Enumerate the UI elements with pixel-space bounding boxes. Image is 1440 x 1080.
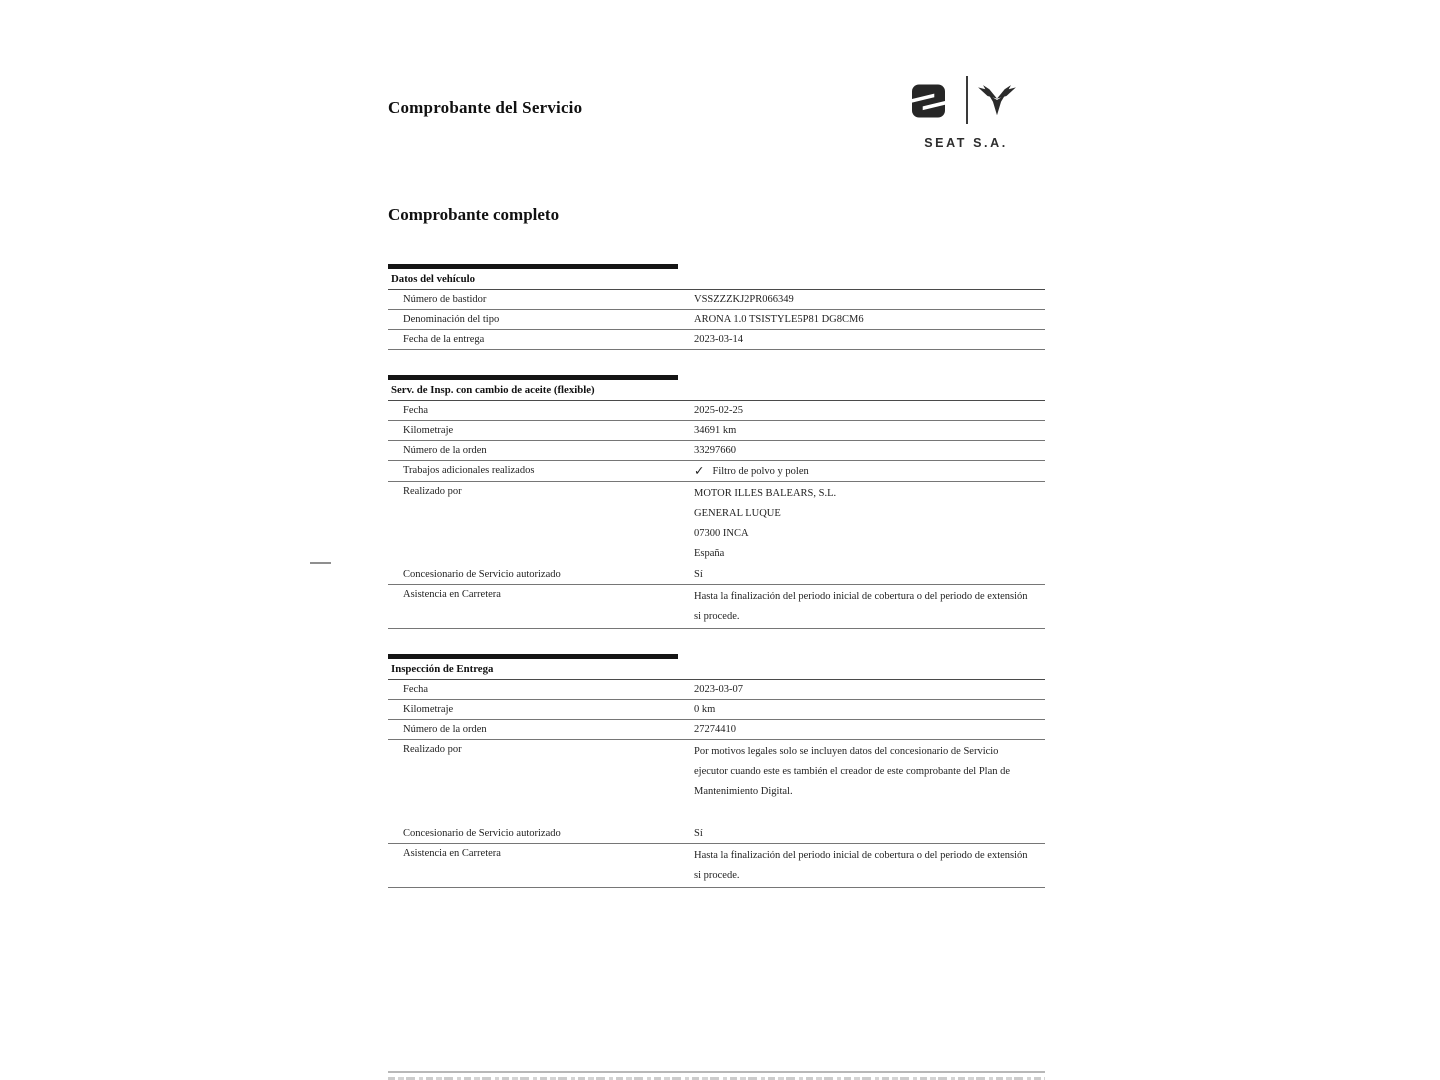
checkmark-icon: ✓ — [694, 462, 705, 478]
row-value: 27274410 — [694, 723, 736, 735]
row-label: Número de bastidor — [403, 293, 487, 305]
section-delivery-inspection — [388, 654, 1045, 888]
value-line: Mantenimiento Digital. — [694, 785, 793, 797]
table-row — [388, 680, 1045, 700]
value-line: si procede. — [694, 610, 740, 622]
row-label: Concesionario de Servicio autorizado — [403, 568, 561, 580]
row-label: Fecha de la entrega — [403, 333, 485, 345]
value-line: 07300 INCA — [694, 527, 749, 539]
row-label: Asistencia en Carretera — [403, 588, 501, 600]
page-title: Comprobante del Servicio — [388, 98, 583, 117]
section-title: Datos del vehículo — [388, 269, 1045, 291]
row-value — [694, 844, 1045, 887]
footer-text-cutoff — [388, 1077, 1045, 1080]
row-value: 0 km — [694, 703, 716, 715]
row-label: Realizado por — [403, 743, 462, 755]
value-line: GENERAL LUQUE — [694, 507, 781, 519]
row-value: Sí — [694, 568, 703, 580]
row-value — [694, 585, 1045, 628]
row-value: 34691 km — [694, 424, 737, 436]
table-row — [388, 844, 1045, 888]
table-row — [388, 330, 1045, 350]
table-row — [388, 585, 1045, 629]
document-subtitle: Comprobante completo — [388, 205, 560, 224]
section-title: Inspección de Entrega — [388, 659, 1045, 681]
table-row — [388, 565, 1045, 585]
table-row — [388, 482, 1045, 565]
row-value: Sí — [694, 827, 703, 839]
footer-divider — [388, 1071, 1045, 1073]
row-label: Asistencia en Carretera — [403, 847, 501, 859]
table-row — [388, 740, 1045, 824]
row-label: Kilometraje — [403, 424, 454, 436]
row-value: ARONA 1.0 TSISTYLE5P81 DG8CM6 — [694, 313, 864, 325]
table-row — [388, 401, 1045, 421]
value-line: si procede. — [694, 869, 740, 881]
brand-logo-block — [911, 76, 1021, 156]
row-label: Fecha — [403, 683, 429, 695]
cupra-logo-icon — [977, 82, 1017, 118]
table-row — [388, 310, 1045, 330]
seat-logo-icon — [912, 84, 945, 118]
checked-work-item: Filtro de polvo y polen — [712, 465, 809, 477]
row-label: Kilometraje — [403, 703, 454, 715]
row-value: 33297660 — [694, 444, 736, 456]
value-line: MOTOR ILLES BALEARS, S.L. — [694, 487, 837, 499]
value-line: ejecutor cuando este es también el creador de este comprobante del Plan de — [694, 765, 1011, 777]
section-inspection-service — [388, 375, 1045, 629]
row-value — [694, 740, 1045, 803]
table-row — [388, 441, 1045, 461]
table-row — [388, 700, 1045, 720]
section-title: Serv. de Insp. con cambio de aceite (flexible) — [388, 380, 1045, 402]
row-label: Trabajos adicionales realizados — [403, 464, 535, 476]
row-value: 2025-02-25 — [694, 404, 743, 416]
row-value — [694, 482, 1045, 565]
value-line: Hasta la finalización del periodo inicial de cobertura o del periodo de extensión — [694, 849, 1028, 861]
table-row — [388, 290, 1045, 310]
company-name: SEAT S.A. — [924, 136, 1008, 150]
row-value: 2023-03-07 — [694, 683, 743, 695]
value-line: España — [694, 547, 725, 559]
section-vehicle-data — [388, 264, 1045, 350]
logo-divider — [966, 76, 968, 124]
table-row — [388, 421, 1045, 441]
row-label: Denominación del tipo — [403, 313, 500, 325]
row-value: VSSZZZKJ2PR066349 — [694, 293, 794, 305]
row-value: 2023-03-14 — [694, 333, 743, 345]
table-row — [388, 461, 1045, 482]
table-row — [388, 720, 1045, 740]
row-label: Fecha — [403, 404, 429, 416]
row-label: Número de la orden — [403, 444, 487, 456]
page-fold-mark — [310, 562, 331, 564]
row-label: Realizado por — [403, 485, 462, 497]
table-row — [388, 824, 1045, 844]
row-label: Número de la orden — [403, 723, 487, 735]
value-line: Hasta la finalización del periodo inicial de cobertura o del periodo de extensión — [694, 590, 1028, 602]
row-label: Concesionario de Servicio autorizado — [403, 827, 561, 839]
value-line: Por motivos legales solo se incluyen datos del concesionario de Servicio — [694, 745, 999, 757]
row-value — [694, 461, 1045, 481]
